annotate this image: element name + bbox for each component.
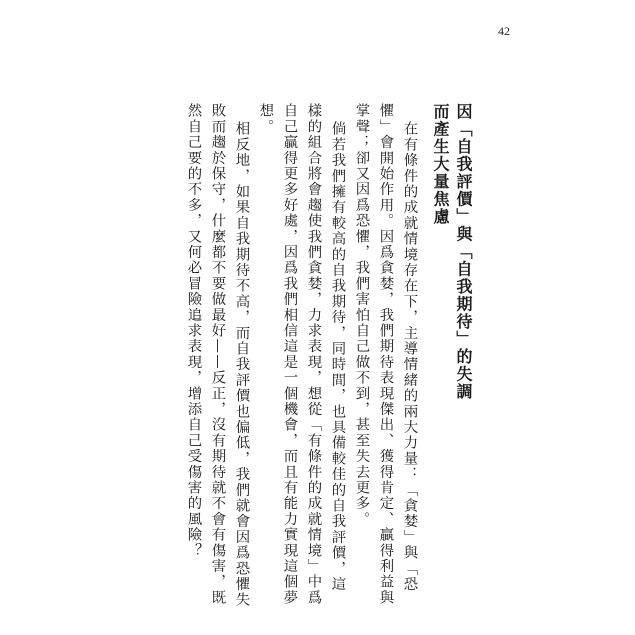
- chapter-heading-line-1: 因「自我評價」與「自我期待」的失調: [454, 103, 473, 401]
- body-text-line: 想。: [257, 103, 274, 135]
- body-text-line: 樣的組合將會趨使我們貪婪，力求表現，想從「有條件的成就情境」中爲: [305, 103, 322, 606]
- body-text-line: 倘若我們擁有較高的自我期待，同時間，也具備較佳的自我評價，這: [329, 121, 346, 592]
- body-text-line: 然自己要的不多，又何必冒險追求表現，增添自己受傷害的風險？: [185, 103, 202, 559]
- body-text-line: 在有條件的成就情境存在下，主導情緒的兩大力量：「貪婪」與「恐: [401, 121, 418, 592]
- chapter-heading-line-2: 而產生大量焦慮: [431, 103, 450, 226]
- body-text-line: 敗而趨於保守，什麼都不要做最好——反正，沒有期待就不會有傷害，既: [209, 103, 226, 606]
- body-text-line: 懼」會開始作用。因爲貪婪，我們期待表現傑出、獲得肯定、贏得利益與: [377, 103, 394, 606]
- page-number: 42: [498, 24, 510, 38]
- body-text-line: 掌聲；卻又因爲恐懼，我們害怕自己做不到，甚至失去更多。: [353, 103, 370, 527]
- body-text-line: 相反地，如果自我期待不高，而自我評價也偏低，我們就會因爲恐懼失: [233, 121, 250, 608]
- body-text-line: 自己贏得更多好處，因爲我們相信這是一個機會，而且有能力實現這個夢: [281, 103, 298, 606]
